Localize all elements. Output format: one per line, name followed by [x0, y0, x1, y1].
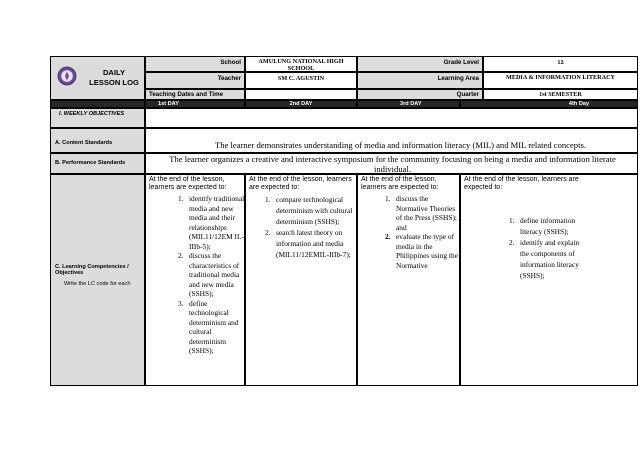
day-header-1: 1st DAY — [145, 100, 245, 108]
day4-competencies — [460, 174, 638, 386]
learning-area-value: MEDIA & INFORMATION LITERACY — [483, 72, 638, 89]
quarter-label: Quarter — [357, 89, 483, 100]
day1-list — [178, 194, 245, 356]
list-item: 1. define information literacy (SSHS); — [509, 216, 576, 236]
grade-level-value: 12 — [483, 56, 638, 72]
day-header-2: 2nd DAY — [245, 100, 357, 108]
day4-list — [509, 215, 584, 281]
teacher-label: Teacher — [145, 72, 245, 89]
day4-intro: At the end of the lesson, learners are expected to: — [464, 176, 579, 192]
list-item: 2. search latest theory on information and media (MIL11/12EMIL-IIIb-7); — [265, 228, 351, 259]
list-item: 2. identify and explain the components of information literacy (SSHS); — [509, 238, 580, 280]
lesson-log-table — [50, 56, 638, 386]
performance-standards-text: The learner organizes a creative and interactive symposium for the community focusing on being a media and information literate individual. — [145, 153, 638, 174]
day-header-blank — [50, 100, 145, 108]
day2-list — [265, 194, 356, 260]
day-header-3: 3rd DAY — [357, 100, 460, 108]
performance-standards-label: B. Performance Standards — [50, 153, 145, 174]
list-item: 3. define technological determinism and cultural determinism (SSHS); — [178, 298, 239, 355]
day1-competencies — [145, 174, 245, 386]
teacher-value: SM C. AGUSTIN — [245, 72, 357, 89]
daily-lesson-log-title: DAILY LESSON LOG — [89, 68, 139, 87]
grade-level-label: Grade Level — [357, 56, 483, 72]
day3-competencies — [357, 174, 460, 386]
quarter-value: 1st SEMESTER — [483, 89, 638, 100]
list-item: 2. evaluate the type of media in the Philippines using the Normative — [385, 232, 459, 270]
school-value: AMULUNG NATIONAL HIGH SCHOOL — [245, 56, 357, 72]
weekly-objectives-label: I. WEEKLY OBJECTIVES — [50, 108, 145, 128]
list-item: 2. discuss the characteristics of traditional media and new media (SSHS); — [178, 251, 240, 298]
weekly-objectives-content — [145, 108, 638, 128]
deped-seal-icon — [57, 66, 77, 86]
day3-list — [385, 194, 460, 270]
list-item: 1. identify traditional media and new media and their relationships (MIL11/12EM IL-IIIb-5); — [178, 194, 245, 251]
school-label: School — [145, 56, 245, 72]
learning-area-label: Learning Area — [357, 72, 483, 89]
content-standards-label: A. Content Standards — [50, 128, 145, 153]
day2-competencies — [245, 174, 357, 386]
competencies-label: C. Learning Competencies / Objectives — [55, 264, 129, 277]
list-item: 1. discuss the Normative Theories of the Press (SSHS); and — [385, 194, 457, 232]
competencies-sub: Write the LC code for each — [64, 281, 131, 287]
teaching-dates-value — [245, 89, 357, 100]
list-item: 1. compare technological determinism with cultural determinism (SSHS); — [265, 195, 353, 226]
day3-intro: At the end of the lesson, learners are expected to: — [361, 176, 439, 192]
teaching-dates-label: Teaching Dates and Time — [145, 89, 245, 100]
content-standards-text: The learner demonstrates understanding of media and information literacy (MIL) and MIL related concepts. — [145, 128, 638, 153]
day1-intro: At the end of the lesson, learners are expected to: — [149, 176, 227, 192]
competencies-label-cell — [50, 174, 145, 386]
day2-intro: At the end of the lesson, learners are expected to: — [249, 176, 352, 192]
title-block — [50, 56, 145, 100]
day-header-4: 4th Day — [460, 100, 638, 108]
